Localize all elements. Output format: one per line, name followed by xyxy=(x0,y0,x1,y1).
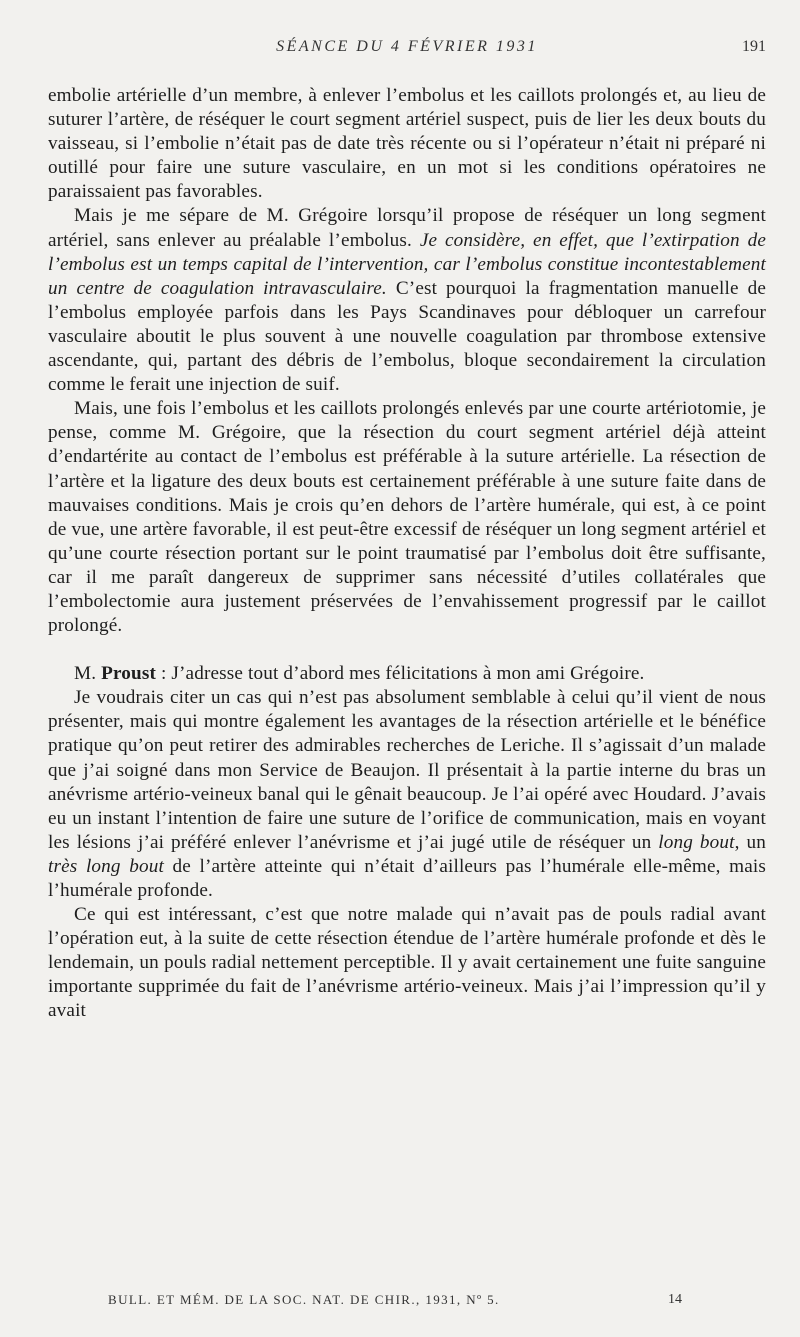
body-text xyxy=(48,84,766,1024)
page-footer xyxy=(48,1292,766,1314)
paragraph-5-italic-1: long bout xyxy=(658,831,735,853)
paragraph-5-italic-2: très long bout xyxy=(48,855,164,877)
paragraph-6: Ce qui est intéressant, c’est que notre malade qui n’avait pas de pouls radial avant l’opération eut, à la suite de cette résection étendue de l’artère humérale profonde et dès le lendemain, un pouls radial nettement perceptible. Il y avait certainement une fuite sanguine importante supprimée du fait de l’anévrisme artério-veineux. Mais j’ai l’impression qu’il y avait xyxy=(48,904,766,1022)
paragraph-4-rest: : J’adresse tout d’abord mes félicitations à mon ami Grégoire. xyxy=(156,663,645,685)
paragraph-5-end: de l’artère atteinte qui n’était d’ailleurs pas l’humérale elle-même, mais l’humérale profonde. xyxy=(48,855,767,901)
paragraph-5 xyxy=(48,686,766,903)
footer-citation: BULL. ET MÉM. DE LA SOC. NAT. DE CHIR., 1931, Nº 5. xyxy=(108,1292,500,1307)
paragraph-4 xyxy=(48,662,766,686)
page-number: 191 xyxy=(742,38,766,55)
paragraph-5-start: Je voudrais citer un cas qui n’est pas absolument semblable à celui qu’il vient de nous présenter, mais qui montre également les avantages de la résection artérielle et le bénéfice pratique qu’on peut retirer des admirables recherches de Leriche. Il s’agissait d’un malade que j’ai soigné dans mon Service de Beaujon. Il présentait à la partie interne du bras un anévrisme artério-veineux banal qui le gênait beaucoup. Je l’ai opéré avec Houdard. J’avais eu un instant l’intention de faire une suture de l’orifice de communication, mais en voyant les lésions j’ai préféré enlever l’anévrisme et j’ai jugé utile de réséquer un xyxy=(48,687,766,853)
paragraph-2 xyxy=(48,204,766,397)
section-gap xyxy=(48,638,766,662)
paragraph-2-end: C’est pourquoi la fragmentation manuelle de l’embolus employée parfois dans les Pays Scandinaves pour débloquer un carrefour vasculaire aboutit le plus souvent à une nouvelle coagulation par thrombose extensive ascendante, qui, partant des débris de l’embolus, bloque secondairement la circulation comme le ferait une injection de suif. xyxy=(48,277,766,396)
paragraph-1: embolie artérielle d’un membre, à enlever l’embolus et les caillots prolongés et, au lieu de suturer l’artère, de réséquer le court segment artériel suspect, puis de lier les deux bouts du vaisseau, si l’embolie n’était pas de date très récente ou si l’opérateur n’était ni préparé ni outillé pour faire une suture vasculaire, en un mot si les conditions opératoires ne paraissaient pas favorables. xyxy=(48,85,766,203)
paragraph-2-italic: Je considère, en effet, que l’extirpation de l’embolus est un temps capital de l’intervention, car l’embolus constitue incontestablement un centre de coagulation intravasculaire. xyxy=(48,229,767,299)
paragraph-2-start: Mais je me sépare de M. Grégoire lorsqu’il propose de réséquer un long segment artériel, sans enlever au préalable l’embolus. xyxy=(48,205,766,251)
paragraph-4-prefix: M. xyxy=(74,663,102,685)
paragraph-3: Mais, une fois l’embolus et les caillots prolongés enlevés par une courte artériotomie, je pense, comme M. Grégoire, que la résection du court segment artériel déjà atteint d’endartérite au contact de l’embolus est préférable à la suture artérielle. La résection de l’artère et la ligature des deux bouts est certainement préférable à une suture faite dans de mauvaises conditions. Mais je crois qu’en dehors de l’artère humérale, qui est, à ce point de vue, une artère favorable, il est peut-être excessif de réséquer un long segment artériel et qu’une courte résection portant sur le point traumatisé par l’embolus doit être suffisante, car il me paraît dangereux de supprimer sans nécessité d’utiles collatérales que l’embolectomie aura justement préservées de l’envahissement progressif par le caillot prolongé. xyxy=(48,398,766,637)
footer-sheet-number: 14 xyxy=(668,1292,682,1307)
header-title: SÉANCE DU 4 FÉVRIER 1931 xyxy=(276,38,538,55)
running-header xyxy=(48,38,766,60)
paragraph-5-mid: , un xyxy=(734,831,767,853)
speaker-name: Proust xyxy=(101,663,157,685)
